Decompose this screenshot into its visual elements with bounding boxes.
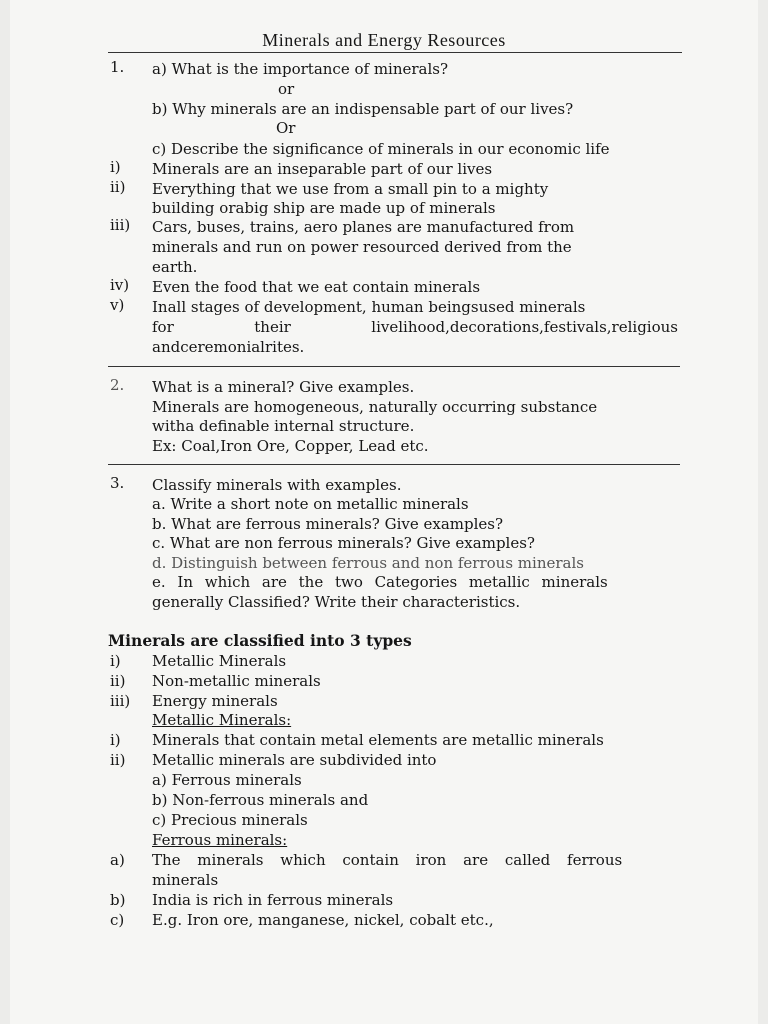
question-3-text: Classify minerals with examples. [152,476,402,494]
list-item: E.g. Iron ore, manganese, nickel, cobalt etc., [152,911,494,929]
list-item: Minerals that contain metal elements are metallic minerals [152,731,604,749]
section-heading: Minerals are classified into 3 types [108,631,412,650]
list-marker: ii) [110,672,126,690]
sub-question: e. In which are the two Categories metallic minerals [152,573,608,591]
question-1-number: 1. [110,58,125,76]
list-item: minerals [152,871,219,889]
list-marker: c) [110,911,125,929]
list-item: The minerals which contain iron are called ferrous [152,851,623,869]
section-rule [108,366,680,367]
answer-line: Minerals are an inseparable part of our lives [152,160,493,178]
answer-line: andceremonialrites. [152,338,305,356]
sub-question: a. Write a short note on metallic minerals [152,495,469,513]
list-item: Energy minerals [152,692,278,710]
list-item: Non-metallic minerals [152,672,321,690]
answer-line: building orabig ship are made up of minerals [152,199,496,217]
answer-line: Even the food that we eat contain minerals [152,278,481,296]
or-separator: Or [276,119,296,137]
answer-line: Minerals are homogeneous, naturally occurring substance [152,398,598,416]
subheading-ferrous: Ferrous minerals: [152,831,288,849]
answer-line-justified [152,318,678,336]
list-item: Metallic Minerals [152,652,287,670]
or-separator: or [278,80,295,98]
section-rule [108,464,680,465]
answer-line: Ex: Coal,Iron Ore, Copper, Lead etc. [152,437,429,455]
answer-marker: iii) [110,216,131,234]
word: livelihood,decorations,festivals,religious [371,318,678,336]
sub-question: b. What are ferrous minerals? Give examples? [152,515,504,533]
sub-list-item: b) Non-ferrous minerals and [152,791,369,809]
list-marker: iii) [110,692,131,710]
list-marker: i) [110,731,121,749]
answer-line: earth. [152,258,198,276]
answer-marker: iv) [110,276,130,294]
list-item: India is rich in ferrous minerals [152,891,394,909]
question-2-text: What is a mineral? Give examples. [152,378,415,396]
answer-line: Inall stages of development, human beingsused minerals [152,298,586,316]
question-3-number: 3. [110,474,125,492]
answer-line: Cars, buses, trains, aero planes are manufactured from [152,218,575,236]
answer-marker: v) [110,296,125,314]
word: for [152,318,174,336]
answer-line: Everything that we use from a small pin to a mighty [152,180,549,198]
sub-question: c. What are non ferrous minerals? Give examples? [152,534,535,552]
list-marker: b) [110,891,126,909]
answer-line: minerals and run on power resourced derived from the [152,238,572,256]
list-marker: ii) [110,751,126,769]
title-rule [108,52,682,53]
subheading-metallic: Metallic Minerals: [152,711,292,729]
answer-line: witha definable internal structure. [152,417,415,435]
answer-marker: i) [110,158,121,176]
question-1-part-a: a) What is the importance of minerals? [152,60,449,78]
question-1-part-c: c) Describe the significance of minerals in our economic life [152,140,610,158]
sub-list-item: c) Precious minerals [152,811,308,829]
list-marker: i) [110,652,121,670]
list-item: Metallic minerals are subdivided into [152,751,437,769]
question-2-number: 2. [110,376,125,394]
answer-marker: ii) [110,178,126,196]
question-1-part-b: b) Why minerals are an indispensable part of our lives? [152,100,574,118]
sub-list-item: a) Ferrous minerals [152,771,302,789]
sub-question: generally Classified? Write their characteristics. [152,593,521,611]
document-page [10,0,758,1024]
sub-question: d. Distinguish between ferrous and non ferrous minerals [152,554,584,572]
word: their [254,318,291,336]
page-title: Minerals and Energy Resources [262,30,506,50]
list-marker: a) [110,851,125,869]
